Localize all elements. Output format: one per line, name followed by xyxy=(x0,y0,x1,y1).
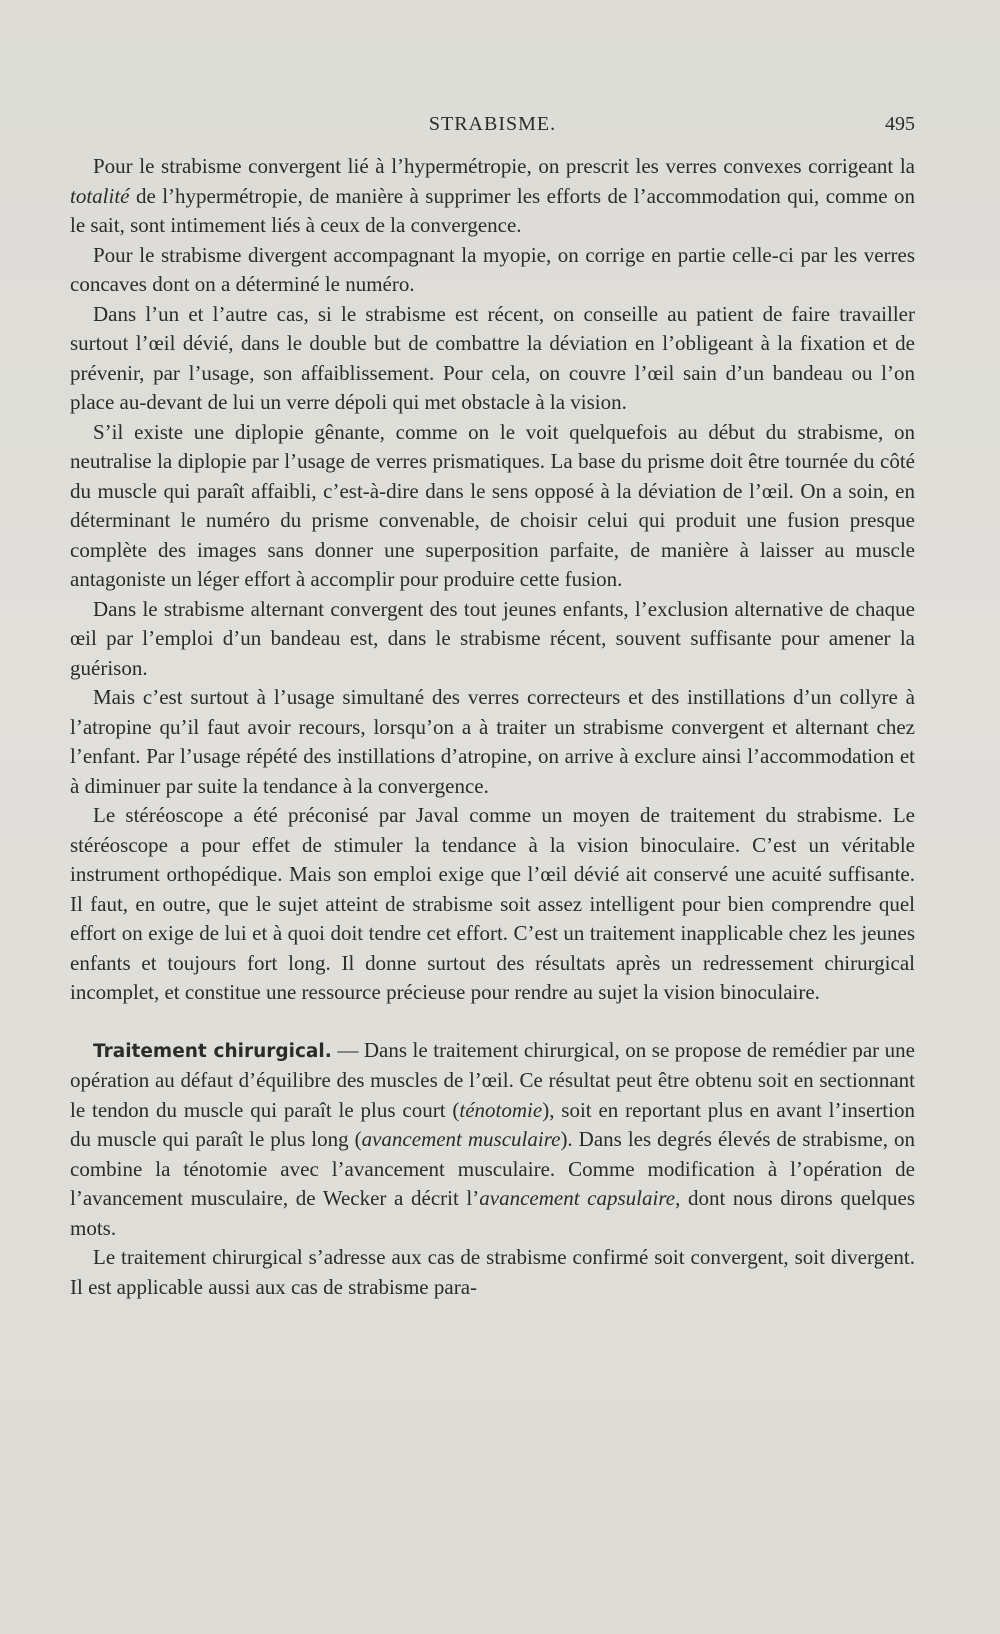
paragraph-text: de l’hypermétropie, de manière à supprimer les efforts de l’accommodation qui, comme on le sait, sont intimement liés à ceux de la convergence. xyxy=(70,183,915,237)
running-title: STRABISME. xyxy=(428,113,557,135)
paragraph-atropine: Mais c’est surtout à l’usage simultané des verres correcteurs et des instillations d’un collyre à l’atropine qu’il faut avoir recours, lorsqu’on a à traiter un strabisme convergent et alternant chez l’enfant. Par l’usage répété des instillations d’atropine, on arrive à exclure ainsi l’accommodation et à diminuer par suite la tendance à la convergence. xyxy=(70,685,915,798)
paragraph-surgical-indications: Le traitement chirurgical s’adresse aux cas de strabisme confirmé soit convergent, soit divergent. Il est applicable aussi aux cas de strabisme para- xyxy=(70,1245,915,1299)
emphasis-totalite: totalité xyxy=(70,183,130,208)
emphasis-tenotomie: ténotomie xyxy=(459,1097,543,1122)
paragraph-hypermetropia xyxy=(70,152,915,241)
paragraph-text: , dont nous dirons quelques mots. xyxy=(70,1186,915,1240)
paragraph-diplopia: S’il existe une diplopie gênante, comme on le voit quelquefois au début du strabisme, on neutralise la diplopie par l’usage de verres prismatiques. La base du prisme doit être tournée du côté du muscle qui paraît affaibli, c’est-à-dire dans le sens opposé à la déviation de l’œil. On a soin, en déterminant le numéro du prisme convenable, de choisir celui qui produit une fusion presque complète des images sans donner une superposition parfaite, de manière à laisser au muscle antagoniste un léger effort à accomplir pour produire cette fusion. xyxy=(70,419,915,591)
paragraph-alternating: Dans le strabisme alternant convergent des tout jeunes enfants, l’exclusion alternative de chaque œil par l’emploi d’un bandeau est, dans le strabisme récent, souvent suffisante pour amener la guérison. xyxy=(70,596,915,680)
paragraph-text: Pour le strabisme convergent lié à l’hypermétropie, on prescrit les verres convexes corrigeant la xyxy=(93,154,915,178)
paragraph-myopia: Pour le strabisme divergent accompagnant la myopie, on corrige en partie celle-ci par les verres concaves dont on a déterminé le numéro. xyxy=(70,242,915,296)
paragraph-recent-strabismus: Dans l’un et l’autre cas, si le strabisme est récent, on conseille au patient de faire travailler surtout l’œil dévié, dans le double but de combattre la déviation en l’obligeant à la fixation et de prévenir, par l’usage, son affaiblissement. Pour cela, on couvre l’œil sain d’un bandeau ou l’on place au-devant de lui un verre dépoli qui met obstacle à la vision. xyxy=(70,301,915,414)
paragraph-text: ), soit en reportant plus en avant l’insertion du muscle qui paraît le plus long ( xyxy=(70,1097,915,1151)
section-spacer xyxy=(70,1008,915,1036)
emphasis-avancement-capsulaire: avancement capsulaire xyxy=(479,1186,676,1210)
paragraph-text: ). Dans les degrés élevés de strabisme, on combine la ténotomie avec l’avancement musculaire. Comme modification à l’opération de l’avancement musculaire, de Wecker a décrit l’ xyxy=(70,1127,915,1210)
emphasis-avancement-musculaire: avancement musculaire xyxy=(361,1127,561,1151)
paragraph-stereoscope: Le stéréoscope a été préconisé par Javal comme un moyen de traitement du strabisme. Le stéréoscope a pour effet de stimuler la tendance à la vision binoculaire. C’est un véritable instrument orthopédique. Mais son emploi exige que l’œil dévié ait conservé une acuité suffisante. Il faut, en outre, que le sujet atteint de strabisme soit assez intelligent pour bien comprendre quel effort on exige de lui et à quoi doit tendre cet effort. C’est un traitement inapplicable chez les jeunes enfants et toujours fort long. Il donne surtout des résultats après un redressement chirurgical incomplet, et constitue une ressource précieuse pour rendre au sujet la vision binoculaire. xyxy=(70,803,915,1004)
paragraph-surgical-treatment xyxy=(70,1036,915,1244)
section-heading: Traitement chirurgical. xyxy=(93,1040,332,1062)
page-header xyxy=(70,113,915,139)
paragraph-text: — Dans le traitement chirurgical, on se propose de remédier par une opération au défaut d’équilibre des muscles de l’œil. Ce résultat peut être obtenu soit en sectionnant le tendon du muscle qui paraît le plus court ( xyxy=(70,1037,915,1122)
page-number: 495 xyxy=(885,113,915,135)
body-text xyxy=(70,152,915,1302)
